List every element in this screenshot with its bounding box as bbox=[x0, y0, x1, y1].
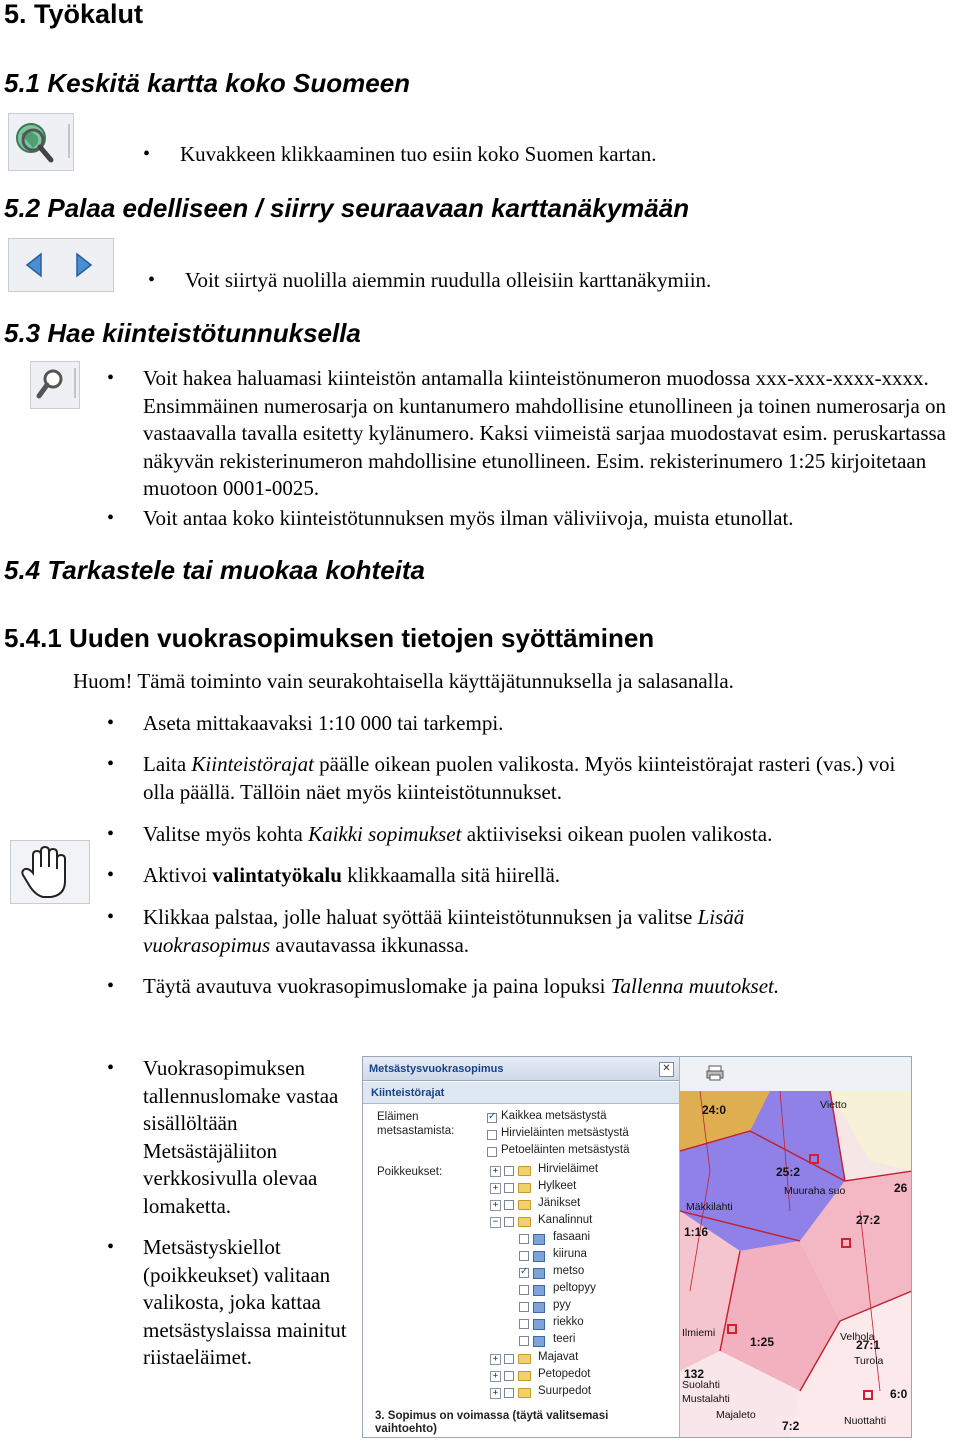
folder-icon bbox=[518, 1371, 531, 1381]
magnifier-icon[interactable] bbox=[30, 361, 80, 409]
tree-checkbox[interactable] bbox=[519, 1336, 529, 1346]
map-label: 132 bbox=[684, 1367, 705, 1381]
tree-checkbox[interactable] bbox=[504, 1217, 514, 1227]
heading-center-map: 5.1 Keskitä kartta koko Suomeen bbox=[4, 68, 411, 98]
map-label: Ilmiemi bbox=[682, 1327, 716, 1339]
tree-item[interactable]: Hylkeet bbox=[538, 1180, 577, 1192]
map-label: 27:1 bbox=[856, 1338, 881, 1352]
tree-item[interactable]: Jänikset bbox=[538, 1197, 581, 1209]
tree-item[interactable]: Suurpedot bbox=[538, 1385, 592, 1397]
map-view[interactable] bbox=[679, 1057, 912, 1437]
tree-item[interactable]: metso bbox=[553, 1265, 585, 1277]
center-map-text: Kuvakkeen klikkaaminen tuo esiin koko Suomen kartan. bbox=[180, 142, 657, 166]
note-text: Huom! Tämä toiminto vain seurakohtaisella käyttäjätunnuksella ja salasanalla. bbox=[73, 669, 734, 693]
bullet-scale: Aseta mittakaavaksi 1:10 000 tai tarkempi. bbox=[143, 711, 504, 735]
validity-label: 3. Sopimus on voimassa (täytä valitsemasi vaihtoehto) bbox=[375, 1410, 609, 1435]
tree-item[interactable]: peltopyy bbox=[553, 1282, 596, 1294]
bullet-fill-form: Täytä avautuva vuokrasopimuslomake ja paina lopuksi Tallenna muutokset. bbox=[143, 974, 780, 998]
bullet-dot: • bbox=[107, 823, 115, 845]
map-label: Mäkkilahti bbox=[686, 1201, 733, 1213]
exceptions-label: Poikkeukset: bbox=[377, 1166, 443, 1178]
expand-icon[interactable]: + bbox=[490, 1166, 501, 1177]
arrow-left-icon[interactable] bbox=[19, 251, 49, 279]
expand-icon[interactable]: + bbox=[490, 1388, 501, 1399]
map-label: Mustalahti bbox=[682, 1393, 730, 1405]
form-window-title: Metsästysvuokrasopimus bbox=[363, 1057, 679, 1081]
leaf-icon bbox=[533, 1336, 545, 1347]
heading-view-edit: 5.4 Tarkastele tai muokaa kohteita bbox=[4, 555, 426, 585]
map-label: 26 bbox=[894, 1181, 908, 1195]
tree-checkbox[interactable] bbox=[519, 1268, 529, 1278]
bullet-click-parcel: Klikkaa palstaa, jolle haluat syöttää kiinteistötunnuksen ja valitse Lisää vuokrasopimus avautavassa ikkunassa. bbox=[143, 905, 745, 957]
map-label: Vietto bbox=[820, 1099, 847, 1111]
map-label: 24:0 bbox=[702, 1103, 727, 1117]
tree-checkbox[interactable] bbox=[504, 1166, 514, 1176]
folder-icon bbox=[518, 1166, 531, 1176]
map-label: 1:25 bbox=[750, 1335, 775, 1349]
bullet-dot: • bbox=[107, 1057, 115, 1079]
checkbox-all-hunting[interactable] bbox=[487, 1113, 497, 1123]
map-label: Nuottahti bbox=[844, 1415, 887, 1427]
nav-arrows-toolbar bbox=[8, 238, 114, 292]
leaf-icon bbox=[533, 1319, 545, 1330]
bullet-dot: • bbox=[107, 507, 115, 529]
checkbox-predator-hunting[interactable] bbox=[487, 1147, 497, 1157]
tree-checkbox[interactable] bbox=[504, 1371, 514, 1381]
map-label: 25:2 bbox=[776, 1165, 801, 1179]
bullet-activate-tool: Aktivoi valintatyökalu klikkaamalla sitä hiirellä. bbox=[143, 863, 561, 887]
bullet-dot: • bbox=[107, 1236, 115, 1258]
folder-icon bbox=[518, 1354, 531, 1364]
leaf-icon bbox=[533, 1268, 545, 1279]
close-icon[interactable]: ✕ bbox=[659, 1062, 674, 1077]
bullet-dot: • bbox=[107, 864, 115, 886]
folder-icon bbox=[518, 1388, 531, 1398]
folder-icon bbox=[518, 1217, 531, 1227]
tree-checkbox[interactable] bbox=[504, 1183, 514, 1193]
map-label: 1:16 bbox=[684, 1225, 709, 1239]
heading-tools: 5. Työkalut bbox=[4, 0, 144, 29]
folder-icon bbox=[518, 1200, 531, 1210]
leaf-icon bbox=[533, 1234, 545, 1245]
leaf-icon bbox=[533, 1251, 545, 1262]
tree-checkbox[interactable] bbox=[504, 1354, 514, 1364]
expand-icon[interactable]: + bbox=[490, 1371, 501, 1382]
hand-icon[interactable] bbox=[10, 840, 90, 904]
tree-checkbox[interactable] bbox=[519, 1234, 529, 1244]
tree-item[interactable]: riekko bbox=[553, 1316, 584, 1328]
form-body bbox=[363, 1104, 679, 1437]
tree-checkbox[interactable] bbox=[519, 1251, 529, 1261]
collapse-icon[interactable]: − bbox=[490, 1217, 501, 1228]
print-icon[interactable] bbox=[706, 1065, 724, 1081]
tree-item[interactable]: Petopedot bbox=[538, 1368, 591, 1380]
checkbox-deer-hunting[interactable] bbox=[487, 1130, 497, 1140]
bullet-dot: • bbox=[148, 269, 156, 291]
tree-item[interactable]: kiiruna bbox=[553, 1248, 587, 1260]
bullet-property-borders: Laita Kiinteistörajat päälle oikean puolen valikosta. Myös kiinteistörajat rasteri (vas.) voi olla päällä. Tällöin näet myös kiinteistötunnukset. bbox=[143, 752, 896, 804]
heading-prev-next-view: 5.2 Palaa edelliseen / siirry seuraavaan karttanäkymään bbox=[4, 193, 690, 223]
map-label: 6:0 bbox=[890, 1387, 908, 1401]
expand-icon[interactable]: + bbox=[490, 1183, 501, 1194]
tree-item[interactable]: Hirvieläimet bbox=[538, 1163, 599, 1175]
tree-checkbox[interactable] bbox=[519, 1302, 529, 1312]
bullet-hunting-bans: Metsästyskiellot (poikkeukset) valitaan valikosta, joka kattaa metsästyslaissa mainitut riistaeläimet. bbox=[143, 1235, 347, 1369]
bullet-dot: • bbox=[143, 143, 151, 165]
search-property-text-2: Voit antaa koko kiinteistötunnuksen myös ilman väliviivoja, muista etunollat. bbox=[143, 506, 794, 530]
bullet-dot: • bbox=[107, 753, 115, 775]
tree-item[interactable]: Kanalinnut bbox=[538, 1214, 593, 1226]
check-label: Hirvieläinten metsästystä bbox=[501, 1127, 629, 1139]
map-label: 7:2 bbox=[782, 1419, 800, 1433]
folder-icon bbox=[518, 1183, 531, 1193]
bullet-dot: • bbox=[107, 975, 115, 997]
check-label: Kaikkea metsästystä bbox=[501, 1110, 607, 1122]
heading-new-lease: 5.4.1 Uuden vuokrasopimuksen tietojen syöttäminen bbox=[4, 623, 655, 653]
tree-item[interactable]: teeri bbox=[553, 1333, 576, 1345]
form-section-title: Kiinteistörajat bbox=[363, 1082, 679, 1104]
bullet-dot: • bbox=[107, 906, 115, 928]
heading-search-property: 5.3 Hae kiinteistötunnuksella bbox=[4, 318, 361, 348]
map-label: 27:2 bbox=[856, 1213, 881, 1227]
bullet-dot: • bbox=[107, 712, 115, 734]
animals-label: Eläimen metsastamista: bbox=[377, 1111, 455, 1137]
zoom-globe-icon[interactable] bbox=[8, 113, 74, 171]
leaf-icon bbox=[533, 1302, 545, 1313]
tree-item[interactable]: pyy bbox=[553, 1299, 571, 1311]
expand-icon[interactable]: + bbox=[490, 1354, 501, 1365]
map-label: Velhola bbox=[840, 1331, 875, 1343]
lease-form-screenshot bbox=[362, 1056, 912, 1438]
check-label: Petoeläinten metsästystä bbox=[501, 1144, 630, 1156]
bullet-all-contracts: Valitse myös kohta Kaikki sopimukset aktiiviseksi oikean puolen valikosta. bbox=[143, 822, 773, 846]
leaf-icon bbox=[533, 1285, 545, 1296]
map-label: Majaleto bbox=[716, 1409, 756, 1421]
map-label: Muuraha suo bbox=[784, 1185, 846, 1197]
tree-item[interactable]: Majavat bbox=[538, 1351, 579, 1363]
bullet-form-content: Vuokrasopimuksen tallennuslomake vastaa sisällöltään Metsästäjäliiton verkkosivulla olevaa lomaketta. bbox=[143, 1056, 339, 1218]
expand-icon[interactable]: + bbox=[490, 1200, 501, 1211]
tree-checkbox[interactable] bbox=[504, 1388, 514, 1398]
tree-checkbox[interactable] bbox=[504, 1200, 514, 1210]
bullet-dot: • bbox=[107, 367, 115, 389]
arrow-right-icon[interactable] bbox=[69, 251, 99, 279]
map-label: Turola bbox=[854, 1355, 884, 1367]
prev-next-text: Voit siirtyä nuolilla aiemmin ruudulla olleisiin karttanäkymiin. bbox=[185, 268, 712, 292]
map-label: Suolahti bbox=[682, 1379, 720, 1391]
tree-checkbox[interactable] bbox=[519, 1319, 529, 1329]
tree-item[interactable]: fasaani bbox=[553, 1231, 591, 1243]
search-property-text-1: Voit hakea haluamasi kiinteistön antamalla kiinteistönumeron muodossa xxx-xxx-xxxx-xxxx. Ensimmäinen numerosarja on kuntanumero mahdollisine etunollineen ja toinen numerosarja on vastaavalla tavalla esitetty kylänumero. Kaksi viimeistä sarjaa muodostavat esim. peruskartassa näkyvän rekisterinumeron mahdollisine etunollineen. Esim. rekisterinumero 1:25 kirjoitetaan muotoon 0001-0025. bbox=[143, 366, 947, 500]
tree-checkbox[interactable] bbox=[519, 1285, 529, 1295]
